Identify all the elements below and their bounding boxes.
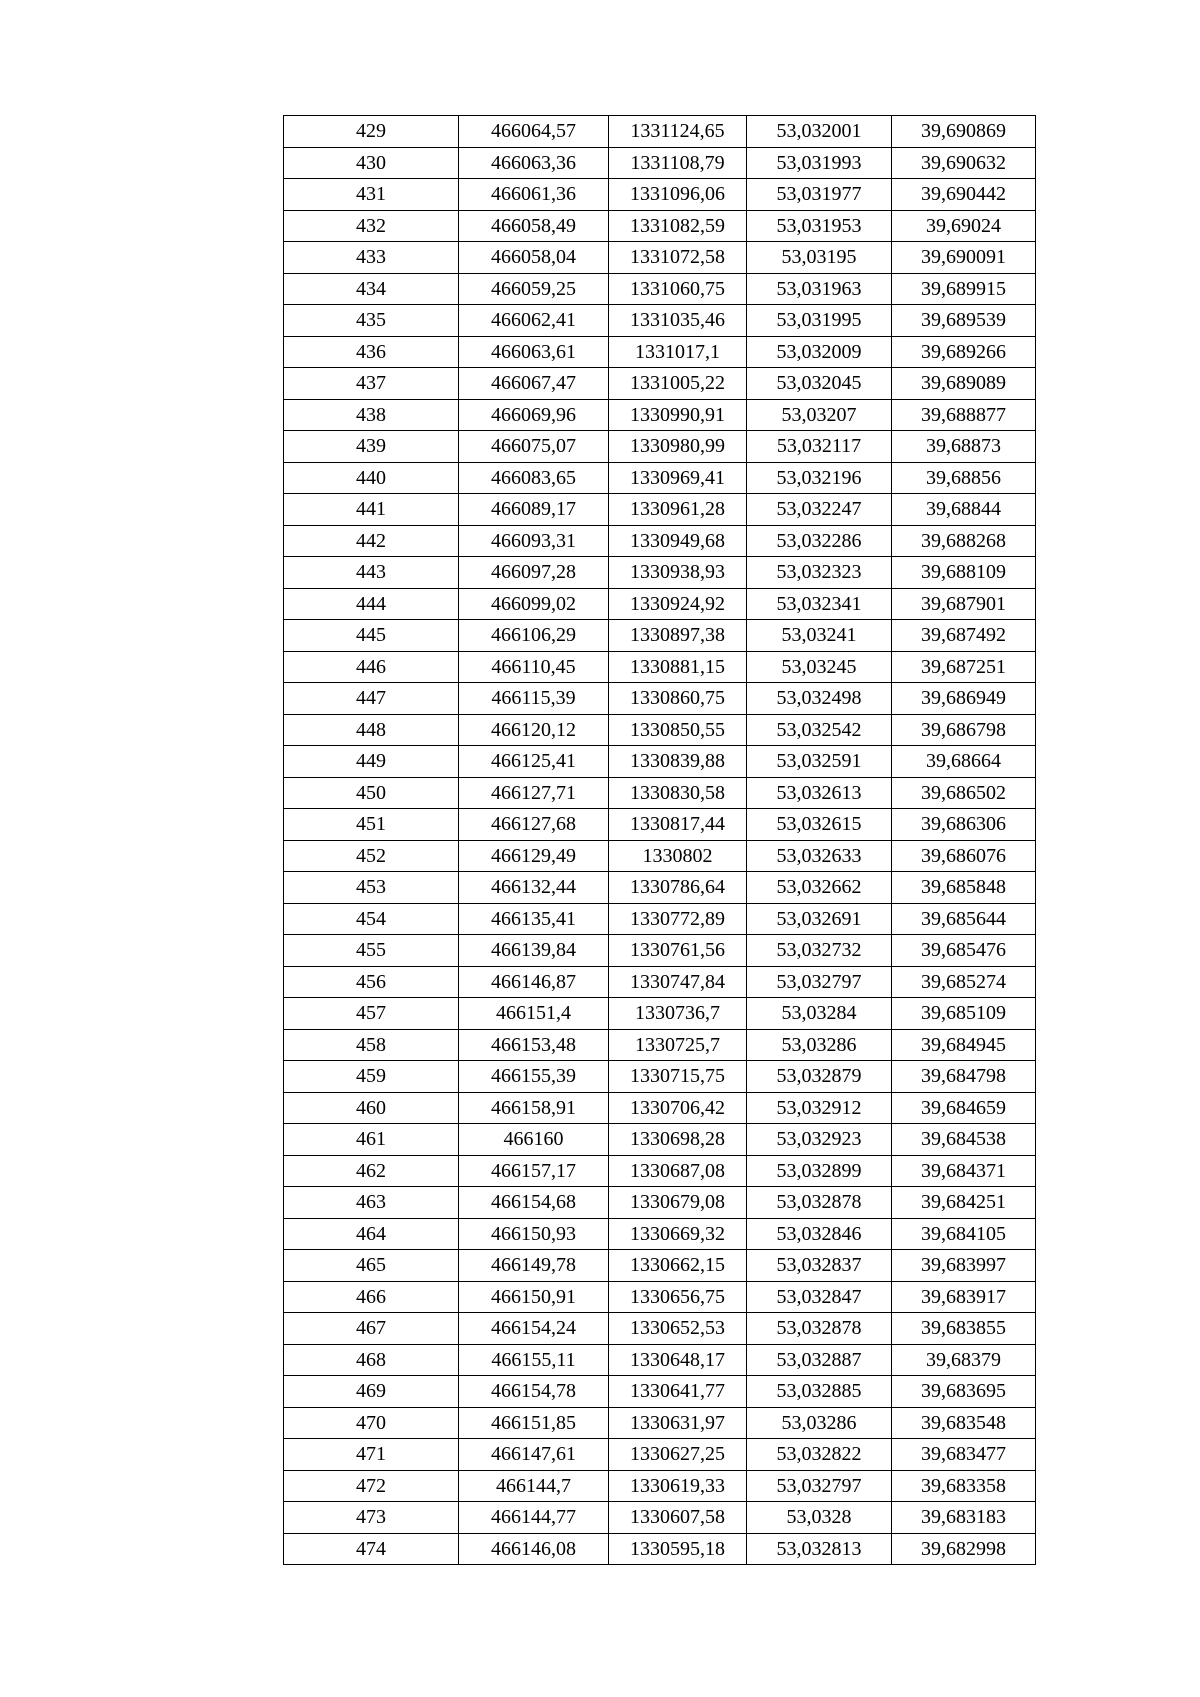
x-coordinate-cell: 466157,17 xyxy=(459,1155,609,1187)
latitude-cell: 53,032498 xyxy=(747,683,892,715)
longitude-cell: 39,686076 xyxy=(892,840,1036,872)
table-row xyxy=(284,1250,1036,1282)
x-coordinate-cell: 466155,39 xyxy=(459,1061,609,1093)
x-coordinate-cell: 466063,61 xyxy=(459,336,609,368)
x-coordinate-cell: 466075,07 xyxy=(459,431,609,463)
x-coordinate-cell: 466154,78 xyxy=(459,1376,609,1408)
latitude-cell: 53,032196 xyxy=(747,462,892,494)
longitude-cell: 39,68379 xyxy=(892,1344,1036,1376)
table-row xyxy=(284,840,1036,872)
y-coordinate-cell: 1330652,53 xyxy=(609,1313,747,1345)
x-coordinate-cell: 466155,11 xyxy=(459,1344,609,1376)
table-row xyxy=(284,462,1036,494)
table-row xyxy=(284,588,1036,620)
point-number-cell: 448 xyxy=(284,714,459,746)
point-number-cell: 460 xyxy=(284,1092,459,1124)
point-number-cell: 469 xyxy=(284,1376,459,1408)
longitude-cell: 39,684945 xyxy=(892,1029,1036,1061)
x-coordinate-cell: 466129,49 xyxy=(459,840,609,872)
x-coordinate-cell: 466125,41 xyxy=(459,746,609,778)
point-number-cell: 443 xyxy=(284,557,459,589)
x-coordinate-cell: 466151,4 xyxy=(459,998,609,1030)
y-coordinate-cell: 1330949,68 xyxy=(609,525,747,557)
latitude-cell: 53,03195 xyxy=(747,242,892,274)
longitude-cell: 39,68664 xyxy=(892,746,1036,778)
latitude-cell: 53,032633 xyxy=(747,840,892,872)
table-row xyxy=(284,1344,1036,1376)
point-number-cell: 455 xyxy=(284,935,459,967)
point-number-cell: 457 xyxy=(284,998,459,1030)
longitude-cell: 39,685644 xyxy=(892,903,1036,935)
point-number-cell: 468 xyxy=(284,1344,459,1376)
y-coordinate-cell: 1330607,58 xyxy=(609,1502,747,1534)
table-row xyxy=(284,620,1036,652)
latitude-cell: 53,032732 xyxy=(747,935,892,967)
table-row xyxy=(284,557,1036,589)
point-number-cell: 449 xyxy=(284,746,459,778)
y-coordinate-cell: 1330679,08 xyxy=(609,1187,747,1219)
point-number-cell: 434 xyxy=(284,273,459,305)
longitude-cell: 39,682998 xyxy=(892,1533,1036,1565)
x-coordinate-cell: 466158,91 xyxy=(459,1092,609,1124)
latitude-cell: 53,032878 xyxy=(747,1313,892,1345)
latitude-cell: 53,032662 xyxy=(747,872,892,904)
x-coordinate-cell: 466062,41 xyxy=(459,305,609,337)
x-coordinate-cell: 466064,57 xyxy=(459,116,609,148)
longitude-cell: 39,689266 xyxy=(892,336,1036,368)
x-coordinate-cell: 466059,25 xyxy=(459,273,609,305)
y-coordinate-cell: 1331108,79 xyxy=(609,147,747,179)
latitude-cell: 53,032847 xyxy=(747,1281,892,1313)
y-coordinate-cell: 1330736,7 xyxy=(609,998,747,1030)
y-coordinate-cell: 1330641,77 xyxy=(609,1376,747,1408)
latitude-cell: 53,0328 xyxy=(747,1502,892,1534)
table-row xyxy=(284,998,1036,1030)
x-coordinate-cell: 466106,29 xyxy=(459,620,609,652)
longitude-cell: 39,685109 xyxy=(892,998,1036,1030)
point-number-cell: 440 xyxy=(284,462,459,494)
y-coordinate-cell: 1331060,75 xyxy=(609,273,747,305)
point-number-cell: 474 xyxy=(284,1533,459,1565)
y-coordinate-cell: 1330897,38 xyxy=(609,620,747,652)
longitude-cell: 39,689539 xyxy=(892,305,1036,337)
longitude-cell: 39,683997 xyxy=(892,1250,1036,1282)
latitude-cell: 53,032813 xyxy=(747,1533,892,1565)
y-coordinate-cell: 1330648,17 xyxy=(609,1344,747,1376)
latitude-cell: 53,032879 xyxy=(747,1061,892,1093)
point-number-cell: 442 xyxy=(284,525,459,557)
coordinates-table xyxy=(283,115,1036,1565)
table-row xyxy=(284,1061,1036,1093)
x-coordinate-cell: 466149,78 xyxy=(459,1250,609,1282)
point-number-cell: 467 xyxy=(284,1313,459,1345)
table-row xyxy=(284,935,1036,967)
latitude-cell: 53,032822 xyxy=(747,1439,892,1471)
longitude-cell: 39,68844 xyxy=(892,494,1036,526)
x-coordinate-cell: 466146,08 xyxy=(459,1533,609,1565)
table-body xyxy=(284,116,1036,1565)
longitude-cell: 39,690442 xyxy=(892,179,1036,211)
point-number-cell: 473 xyxy=(284,1502,459,1534)
table-row xyxy=(284,903,1036,935)
point-number-cell: 450 xyxy=(284,777,459,809)
table-row xyxy=(284,399,1036,431)
point-number-cell: 435 xyxy=(284,305,459,337)
y-coordinate-cell: 1331017,1 xyxy=(609,336,747,368)
latitude-cell: 53,03284 xyxy=(747,998,892,1030)
longitude-cell: 39,687251 xyxy=(892,651,1036,683)
longitude-cell: 39,684251 xyxy=(892,1187,1036,1219)
y-coordinate-cell: 1331124,65 xyxy=(609,116,747,148)
latitude-cell: 53,032323 xyxy=(747,557,892,589)
table-row xyxy=(284,336,1036,368)
x-coordinate-cell: 466154,68 xyxy=(459,1187,609,1219)
table-row xyxy=(284,966,1036,998)
latitude-cell: 53,032797 xyxy=(747,966,892,998)
x-coordinate-cell: 466146,87 xyxy=(459,966,609,998)
latitude-cell: 53,032912 xyxy=(747,1092,892,1124)
y-coordinate-cell: 1330698,28 xyxy=(609,1124,747,1156)
x-coordinate-cell: 466135,41 xyxy=(459,903,609,935)
x-coordinate-cell: 466063,36 xyxy=(459,147,609,179)
y-coordinate-cell: 1330969,41 xyxy=(609,462,747,494)
longitude-cell: 39,683548 xyxy=(892,1407,1036,1439)
point-number-cell: 462 xyxy=(284,1155,459,1187)
point-number-cell: 456 xyxy=(284,966,459,998)
y-coordinate-cell: 1331096,06 xyxy=(609,179,747,211)
point-number-cell: 429 xyxy=(284,116,459,148)
latitude-cell: 53,03286 xyxy=(747,1407,892,1439)
table-row xyxy=(284,872,1036,904)
latitude-cell: 53,032009 xyxy=(747,336,892,368)
latitude-cell: 53,031953 xyxy=(747,210,892,242)
x-coordinate-cell: 466150,93 xyxy=(459,1218,609,1250)
table-row xyxy=(284,1029,1036,1061)
table-row xyxy=(284,1218,1036,1250)
table-row xyxy=(284,809,1036,841)
x-coordinate-cell: 466120,12 xyxy=(459,714,609,746)
y-coordinate-cell: 1330924,92 xyxy=(609,588,747,620)
y-coordinate-cell: 1330990,91 xyxy=(609,399,747,431)
table-row xyxy=(284,1092,1036,1124)
x-coordinate-cell: 466069,96 xyxy=(459,399,609,431)
x-coordinate-cell: 466147,61 xyxy=(459,1439,609,1471)
point-number-cell: 461 xyxy=(284,1124,459,1156)
point-number-cell: 470 xyxy=(284,1407,459,1439)
table-row xyxy=(284,683,1036,715)
table-row xyxy=(284,651,1036,683)
table-row xyxy=(284,1281,1036,1313)
table-row xyxy=(284,116,1036,148)
y-coordinate-cell: 1330662,15 xyxy=(609,1250,747,1282)
y-coordinate-cell: 1330860,75 xyxy=(609,683,747,715)
point-number-cell: 437 xyxy=(284,368,459,400)
point-number-cell: 453 xyxy=(284,872,459,904)
y-coordinate-cell: 1330938,93 xyxy=(609,557,747,589)
table-row xyxy=(284,714,1036,746)
y-coordinate-cell: 1330761,56 xyxy=(609,935,747,967)
y-coordinate-cell: 1330595,18 xyxy=(609,1533,747,1565)
longitude-cell: 39,689089 xyxy=(892,368,1036,400)
table-row xyxy=(284,147,1036,179)
point-number-cell: 444 xyxy=(284,588,459,620)
x-coordinate-cell: 466150,91 xyxy=(459,1281,609,1313)
point-number-cell: 463 xyxy=(284,1187,459,1219)
latitude-cell: 53,032797 xyxy=(747,1470,892,1502)
longitude-cell: 39,683855 xyxy=(892,1313,1036,1345)
latitude-cell: 53,032691 xyxy=(747,903,892,935)
longitude-cell: 39,683917 xyxy=(892,1281,1036,1313)
longitude-cell: 39,685848 xyxy=(892,872,1036,904)
y-coordinate-cell: 1330706,42 xyxy=(609,1092,747,1124)
point-number-cell: 466 xyxy=(284,1281,459,1313)
y-coordinate-cell: 1330772,89 xyxy=(609,903,747,935)
y-coordinate-cell: 1330669,32 xyxy=(609,1218,747,1250)
y-coordinate-cell: 1330839,88 xyxy=(609,746,747,778)
y-coordinate-cell: 1331082,59 xyxy=(609,210,747,242)
x-coordinate-cell: 466139,84 xyxy=(459,935,609,967)
latitude-cell: 53,032887 xyxy=(747,1344,892,1376)
latitude-cell: 53,032878 xyxy=(747,1187,892,1219)
latitude-cell: 53,03245 xyxy=(747,651,892,683)
x-coordinate-cell: 466144,7 xyxy=(459,1470,609,1502)
point-number-cell: 471 xyxy=(284,1439,459,1471)
latitude-cell: 53,03241 xyxy=(747,620,892,652)
y-coordinate-cell: 1331005,22 xyxy=(609,368,747,400)
longitude-cell: 39,685274 xyxy=(892,966,1036,998)
point-number-cell: 431 xyxy=(284,179,459,211)
longitude-cell: 39,683183 xyxy=(892,1502,1036,1534)
x-coordinate-cell: 466132,44 xyxy=(459,872,609,904)
x-coordinate-cell: 466127,68 xyxy=(459,809,609,841)
x-coordinate-cell: 466154,24 xyxy=(459,1313,609,1345)
y-coordinate-cell: 1330830,58 xyxy=(609,777,747,809)
latitude-cell: 53,031977 xyxy=(747,179,892,211)
table-row xyxy=(284,1407,1036,1439)
latitude-cell: 53,031995 xyxy=(747,305,892,337)
point-number-cell: 472 xyxy=(284,1470,459,1502)
x-coordinate-cell: 466093,31 xyxy=(459,525,609,557)
y-coordinate-cell: 1331072,58 xyxy=(609,242,747,274)
y-coordinate-cell: 1330747,84 xyxy=(609,966,747,998)
longitude-cell: 39,683695 xyxy=(892,1376,1036,1408)
latitude-cell: 53,032117 xyxy=(747,431,892,463)
longitude-cell: 39,684538 xyxy=(892,1124,1036,1156)
table-row xyxy=(284,1187,1036,1219)
longitude-cell: 39,687901 xyxy=(892,588,1036,620)
longitude-cell: 39,690869 xyxy=(892,116,1036,148)
latitude-cell: 53,032846 xyxy=(747,1218,892,1250)
table-row xyxy=(284,179,1036,211)
longitude-cell: 39,684659 xyxy=(892,1092,1036,1124)
table-row xyxy=(284,1439,1036,1471)
y-coordinate-cell: 1330817,44 xyxy=(609,809,747,841)
point-number-cell: 446 xyxy=(284,651,459,683)
point-number-cell: 458 xyxy=(284,1029,459,1061)
y-coordinate-cell: 1330715,75 xyxy=(609,1061,747,1093)
longitude-cell: 39,683477 xyxy=(892,1439,1036,1471)
longitude-cell: 39,68873 xyxy=(892,431,1036,463)
x-coordinate-cell: 466144,77 xyxy=(459,1502,609,1534)
table-row xyxy=(284,1124,1036,1156)
latitude-cell: 53,032885 xyxy=(747,1376,892,1408)
x-coordinate-cell: 466160 xyxy=(459,1124,609,1156)
x-coordinate-cell: 466153,48 xyxy=(459,1029,609,1061)
latitude-cell: 53,032591 xyxy=(747,746,892,778)
latitude-cell: 53,032923 xyxy=(747,1124,892,1156)
longitude-cell: 39,688268 xyxy=(892,525,1036,557)
table-row xyxy=(284,1533,1036,1565)
point-number-cell: 433 xyxy=(284,242,459,274)
longitude-cell: 39,684105 xyxy=(892,1218,1036,1250)
table-row xyxy=(284,1313,1036,1345)
longitude-cell: 39,686306 xyxy=(892,809,1036,841)
x-coordinate-cell: 466061,36 xyxy=(459,179,609,211)
latitude-cell: 53,032001 xyxy=(747,116,892,148)
latitude-cell: 53,032899 xyxy=(747,1155,892,1187)
point-number-cell: 464 xyxy=(284,1218,459,1250)
y-coordinate-cell: 1330725,7 xyxy=(609,1029,747,1061)
table-row xyxy=(284,746,1036,778)
latitude-cell: 53,032837 xyxy=(747,1250,892,1282)
longitude-cell: 39,686798 xyxy=(892,714,1036,746)
x-coordinate-cell: 466110,45 xyxy=(459,651,609,683)
y-coordinate-cell: 1330881,15 xyxy=(609,651,747,683)
table-row xyxy=(284,1470,1036,1502)
longitude-cell: 39,684371 xyxy=(892,1155,1036,1187)
table-row xyxy=(284,525,1036,557)
y-coordinate-cell: 1331035,46 xyxy=(609,305,747,337)
latitude-cell: 53,031993 xyxy=(747,147,892,179)
latitude-cell: 53,032341 xyxy=(747,588,892,620)
x-coordinate-cell: 466067,47 xyxy=(459,368,609,400)
y-coordinate-cell: 1330656,75 xyxy=(609,1281,747,1313)
longitude-cell: 39,687492 xyxy=(892,620,1036,652)
table-row xyxy=(284,273,1036,305)
point-number-cell: 454 xyxy=(284,903,459,935)
point-number-cell: 432 xyxy=(284,210,459,242)
longitude-cell: 39,690091 xyxy=(892,242,1036,274)
table-row xyxy=(284,431,1036,463)
point-number-cell: 436 xyxy=(284,336,459,368)
longitude-cell: 39,69024 xyxy=(892,210,1036,242)
latitude-cell: 53,032286 xyxy=(747,525,892,557)
longitude-cell: 39,689915 xyxy=(892,273,1036,305)
x-coordinate-cell: 466127,71 xyxy=(459,777,609,809)
point-number-cell: 430 xyxy=(284,147,459,179)
table-row xyxy=(284,1155,1036,1187)
table-row xyxy=(284,1376,1036,1408)
x-coordinate-cell: 466151,85 xyxy=(459,1407,609,1439)
longitude-cell: 39,690632 xyxy=(892,147,1036,179)
table-row xyxy=(284,494,1036,526)
y-coordinate-cell: 1330627,25 xyxy=(609,1439,747,1471)
table-row xyxy=(284,210,1036,242)
x-coordinate-cell: 466058,04 xyxy=(459,242,609,274)
longitude-cell: 39,686949 xyxy=(892,683,1036,715)
y-coordinate-cell: 1330687,08 xyxy=(609,1155,747,1187)
point-number-cell: 441 xyxy=(284,494,459,526)
latitude-cell: 53,032542 xyxy=(747,714,892,746)
longitude-cell: 39,68856 xyxy=(892,462,1036,494)
latitude-cell: 53,032045 xyxy=(747,368,892,400)
table-row xyxy=(284,777,1036,809)
latitude-cell: 53,032615 xyxy=(747,809,892,841)
x-coordinate-cell: 466099,02 xyxy=(459,588,609,620)
x-coordinate-cell: 466058,49 xyxy=(459,210,609,242)
point-number-cell: 439 xyxy=(284,431,459,463)
y-coordinate-cell: 1330961,28 xyxy=(609,494,747,526)
latitude-cell: 53,032247 xyxy=(747,494,892,526)
longitude-cell: 39,688109 xyxy=(892,557,1036,589)
y-coordinate-cell: 1330850,55 xyxy=(609,714,747,746)
table-row xyxy=(284,242,1036,274)
x-coordinate-cell: 466115,39 xyxy=(459,683,609,715)
point-number-cell: 445 xyxy=(284,620,459,652)
longitude-cell: 39,683358 xyxy=(892,1470,1036,1502)
x-coordinate-cell: 466089,17 xyxy=(459,494,609,526)
longitude-cell: 39,688877 xyxy=(892,399,1036,431)
point-number-cell: 465 xyxy=(284,1250,459,1282)
table-row xyxy=(284,1502,1036,1534)
y-coordinate-cell: 1330619,33 xyxy=(609,1470,747,1502)
point-number-cell: 447 xyxy=(284,683,459,715)
point-number-cell: 459 xyxy=(284,1061,459,1093)
x-coordinate-cell: 466083,65 xyxy=(459,462,609,494)
y-coordinate-cell: 1330631,97 xyxy=(609,1407,747,1439)
longitude-cell: 39,686502 xyxy=(892,777,1036,809)
point-number-cell: 438 xyxy=(284,399,459,431)
latitude-cell: 53,03207 xyxy=(747,399,892,431)
table-row xyxy=(284,368,1036,400)
y-coordinate-cell: 1330802 xyxy=(609,840,747,872)
longitude-cell: 39,685476 xyxy=(892,935,1036,967)
y-coordinate-cell: 1330980,99 xyxy=(609,431,747,463)
table-row xyxy=(284,305,1036,337)
latitude-cell: 53,031963 xyxy=(747,273,892,305)
x-coordinate-cell: 466097,28 xyxy=(459,557,609,589)
latitude-cell: 53,032613 xyxy=(747,777,892,809)
point-number-cell: 452 xyxy=(284,840,459,872)
point-number-cell: 451 xyxy=(284,809,459,841)
y-coordinate-cell: 1330786,64 xyxy=(609,872,747,904)
longitude-cell: 39,684798 xyxy=(892,1061,1036,1093)
latitude-cell: 53,03286 xyxy=(747,1029,892,1061)
